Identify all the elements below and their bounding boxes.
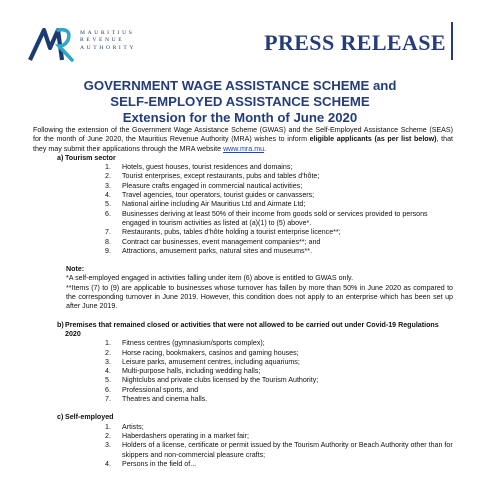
list-item-text: National airline including Air Mauritius Ltd and Airmate Ltd; [122, 200, 306, 209]
note-line-2: **Items (7) to (9) are applicable to businesses whose turnover has fallen by more than 50% in June 2020 as compared to the corresponding turnover in June 2019. However, this condition does not apply to an enterprise which has been set up after June 2019. [66, 283, 453, 311]
intro-text-3: . [264, 144, 267, 153]
mra-website-link[interactable]: www.mra.mu [223, 144, 265, 153]
mra-logo [28, 24, 148, 64]
section-list [33, 339, 453, 404]
list-item [33, 182, 453, 191]
list-item [33, 441, 453, 460]
list-item-text: Horse racing, bookmakers, casinos and gaming houses; [122, 348, 299, 357]
section-title: Self-employed [65, 413, 114, 422]
press-release-title: PRESS RELEASE [264, 30, 446, 55]
list-item-text: Artists; [122, 422, 144, 431]
list-item-number: 2. [105, 172, 111, 181]
list-item [33, 367, 453, 376]
list-item-text: Haberdashers operating in a market fair; [122, 431, 249, 440]
list-item-number: 7. [105, 395, 111, 404]
note-heading: Note: [66, 265, 85, 274]
list-item [33, 200, 453, 209]
intro-paragraph [33, 126, 453, 154]
list-item-text: Tourist enterprises, except restaurants, pubs and tables d'hôte; [122, 172, 320, 181]
list-item-number: 6. [105, 385, 111, 394]
list-item-number: 1. [105, 422, 111, 431]
logo-line-1: MAURITIUS [80, 30, 135, 36]
headline [0, 78, 480, 126]
document-body [33, 126, 453, 469]
list-item [33, 395, 453, 404]
list-item [33, 172, 453, 181]
list-item [33, 423, 453, 432]
section-self-employed [33, 413, 453, 469]
list-item-text: Theatres and cinema halls. [122, 395, 208, 404]
section-heading [33, 413, 453, 422]
list-item-number: 3. [105, 181, 111, 190]
intro-text-1: Following the extension of the Government Wage Assistance Scheme (GWAS) and the Self-Employed Assistance Scheme (SEAS) for the month of June 2020, the Mauritius Revenue Authority (MRA) wishes to inform [33, 126, 453, 144]
list-item-number: 7. [105, 228, 111, 237]
section-heading [33, 321, 453, 340]
list-item [33, 163, 453, 172]
intro-text-2: , that they may submit their applications through the MRA website [33, 135, 453, 153]
section-closed-premises [33, 321, 453, 405]
list-item-number: 4. [105, 367, 111, 376]
list-item-number: 3. [105, 441, 111, 450]
list-item-number: 5. [105, 200, 111, 209]
list-item-number: 1. [105, 339, 111, 348]
list-item-text: Businesses deriving at least 50% of their income from goods sold or services provided to persons engaged in tourism activities as listed at (a)(1) to (5) above*. [122, 209, 428, 227]
list-item-text: Holders of a license, certificate or permit issued by the Tourism Authority or Beach Authority other than for skippers and non-commercial pleasure crafts; [122, 441, 453, 459]
list-item-number: 2. [105, 348, 111, 357]
section-title: Tourism sector [65, 153, 116, 162]
list-item-number: 8. [105, 237, 111, 246]
list-item [33, 228, 453, 237]
intro-bold-text: eligible applicants (as per list below) [309, 135, 437, 144]
note-block [33, 265, 453, 311]
list-item [33, 376, 453, 385]
list-item [33, 247, 453, 256]
section-heading [33, 154, 453, 163]
section-letter: a) [57, 153, 64, 162]
section-letter: b) [57, 320, 64, 329]
headline-line-2: SELF-EMPLOYED ASSISTANCE SCHEME [110, 94, 370, 109]
logo-line-2: REVENUE [80, 37, 125, 44]
list-item-number: 9. [105, 246, 111, 255]
list-item-number: 2. [105, 431, 111, 440]
list-item-text: Hotels, guest houses, tourist residences and domains; [122, 163, 293, 172]
list-item-number: 1. [105, 163, 111, 172]
list-item-text: Restaurants, pubs, tables d'hôte holding a tourist enterprise licence**; [122, 228, 341, 237]
list-item-number: 3. [105, 357, 111, 366]
headline-line-3: Extension for the Month of June 2020 [122, 110, 358, 125]
list-item-text: Professional sports, and [122, 385, 199, 394]
list-item-text: Nightclubs and private clubs licensed by the Tourism Authority; [122, 376, 319, 385]
list-item-number: 4. [105, 459, 111, 468]
list-item [33, 386, 453, 395]
list-item-text: Multi-purpose halls, including wedding halls; [122, 367, 261, 376]
list-item [33, 339, 453, 348]
list-item [33, 432, 453, 441]
list-item-text: Contract car businesses, event management companies**; and [122, 237, 321, 246]
section-letter: c) [57, 413, 64, 422]
list-item-text: Leisure parks, amusement centres, including aquariums; [122, 357, 300, 366]
list-item-text: Persons in the field of... [122, 459, 197, 468]
list-item [33, 358, 453, 367]
section-list [33, 423, 453, 469]
section-list [33, 163, 453, 256]
header [0, 0, 480, 68]
list-item [33, 349, 453, 358]
list-item-text: Pleasure crafts engaged in commercial nautical activities; [122, 181, 303, 190]
section-tourism [33, 154, 453, 256]
note-line-1: *A self-employed engaged in activities falling under item (6) above is entitled to GWAS only. [66, 274, 354, 283]
list-item-number: 6. [105, 209, 111, 218]
list-item-text: Fitness centres (gymnasium/sports complex); [122, 339, 265, 348]
list-item-text: Attractions, amusement parks, natural sites and museums**. [122, 246, 313, 255]
list-item [33, 238, 453, 247]
mra-logo-icon [28, 24, 78, 64]
logo-wordmark [80, 30, 136, 52]
list-item [33, 191, 453, 200]
header-divider [451, 22, 453, 60]
section-title: Premises that remained closed or activities that were not allowed to be carried out under Covid-19 Regulations 2020 [65, 320, 439, 338]
list-item-number: 4. [105, 191, 111, 200]
headline-line-1: GOVERNMENT WAGE ASSISTANCE SCHEME and [83, 78, 397, 93]
list-item [33, 210, 453, 229]
list-item-number: 5. [105, 376, 111, 385]
logo-line-3: AUTHORITY [80, 44, 137, 51]
list-item [33, 460, 453, 469]
list-item-text: Travel agencies, tour operators, tourist guides or canvassers; [122, 191, 315, 200]
